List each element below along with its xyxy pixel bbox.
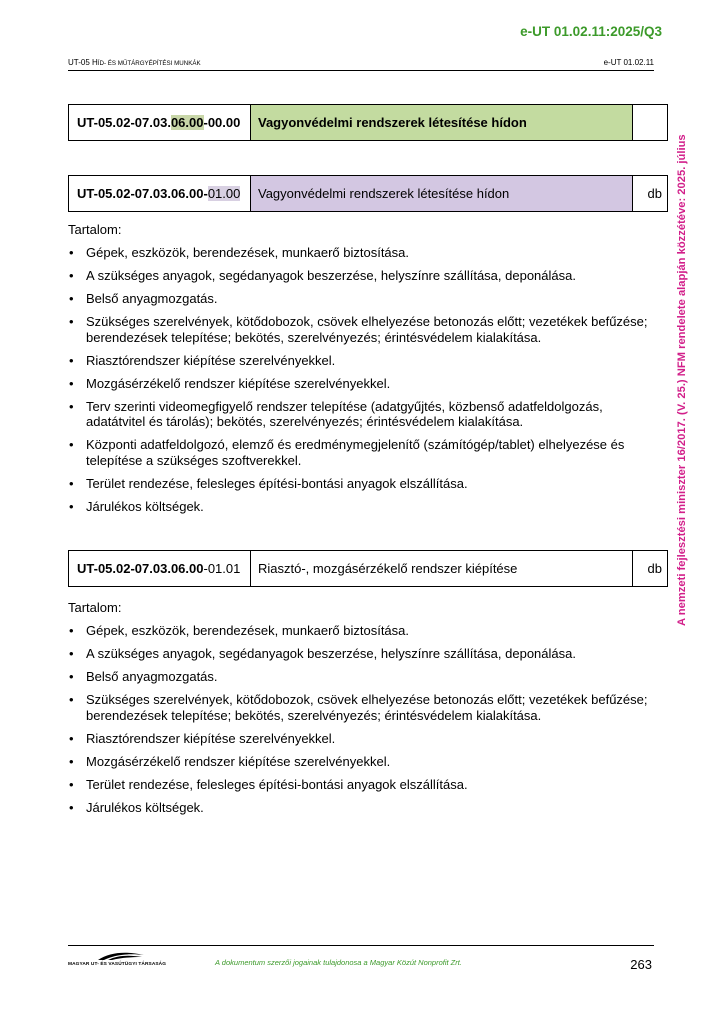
bullet-icon: • <box>69 437 74 452</box>
chapter-prefix: UT-05 H <box>68 58 98 67</box>
item-code-part-a: UT-05.02-07.03.06.00 <box>77 561 204 576</box>
list-item <box>68 399 648 430</box>
running-header <box>68 58 654 71</box>
bullet-icon: • <box>69 291 74 306</box>
list-item-text: Terület rendezése, felesleges építési-bontási anyagok elszállítása. <box>86 475 468 491</box>
bullet-icon: • <box>69 730 74 746</box>
bullet-icon: • <box>69 646 74 661</box>
list-item <box>68 646 648 662</box>
list-item <box>68 669 648 685</box>
list-item <box>68 245 648 261</box>
item-code-part-b: 06.00 <box>170 115 204 130</box>
bullet-icon: • <box>69 314 74 329</box>
item-code-part-b: 01.00 <box>207 186 241 201</box>
item-table-sub <box>68 175 668 212</box>
item-unit <box>633 105 667 140</box>
list-item-text: Gépek, eszközök, berendezések, munkaerő biztosítása. <box>86 623 410 638</box>
list-item-text: Gépek, eszközök, berendezések, munkaerő biztosítása. <box>86 245 410 260</box>
list-item-text: A szükséges anyagok, segédanyagok beszerzése, helyszínre szállítása, deponálása. <box>86 646 576 661</box>
list-item <box>68 754 648 770</box>
list-item <box>68 777 648 793</box>
item-code <box>69 176 251 211</box>
document-id: e-UT 01.02.11:2025/Q3 <box>520 24 662 39</box>
list-item <box>68 314 648 345</box>
bullet-icon: • <box>69 753 74 769</box>
list-item <box>68 800 648 816</box>
list-item <box>68 353 648 369</box>
item-table-sub <box>68 550 668 587</box>
list-item <box>68 623 648 639</box>
bullet-icon: • <box>69 692 74 707</box>
list-item-text: Mozgásérzékelő rendszer kiépítése szerelvényekkel. <box>86 753 391 769</box>
item-code-part-b: -01.01 <box>203 561 241 576</box>
bullet-icon: • <box>69 623 74 638</box>
content-list-2 <box>68 623 648 823</box>
logo-text: MAGYAR UT- ÉS VASÚTÜGYI TÁRSASÁG <box>68 962 167 967</box>
footer-rule <box>68 945 654 946</box>
item-unit: db <box>647 186 662 201</box>
bullet-icon: • <box>69 245 74 260</box>
running-header-chapter <box>68 58 201 67</box>
bullet-icon: • <box>69 268 74 283</box>
publication-side-note: A nemzeti fejlesztési miniszter 16/2017. (V. 25.) NFM rendelete alapján közzétéve: 2025. július <box>676 134 688 626</box>
list-item <box>68 437 648 468</box>
list-item <box>68 268 648 284</box>
bullet-icon: • <box>69 776 74 792</box>
list-item-text: Terület rendezése, felesleges építési-bontási anyagok elszállítása. <box>86 776 468 792</box>
item-title: Riasztó-, mozgásérzékelő rendszer kiépítése <box>251 551 633 586</box>
list-item-text: Központi adatfeldolgozó, elemző és eredménymegjelenítő (számítógép/tablet) elhelyezése és telepítése a szükséges szoftverekkel. <box>86 437 625 468</box>
list-item-text: Riasztórendszer kiépítése szerelvényekkel. <box>86 730 336 746</box>
society-logo <box>68 951 167 973</box>
bullet-icon: • <box>69 475 74 491</box>
list-item-text: Járulékos költségek. <box>86 498 204 514</box>
list-item <box>68 291 648 307</box>
content-list-1 <box>68 245 648 522</box>
item-code <box>69 105 251 140</box>
chapter-smallcaps: ÍD- ÉS MŰTÁRGYÉPÍTÉSI MUNKÁK <box>97 60 201 67</box>
content-label: Tartalom: <box>68 222 122 237</box>
item-table-main <box>68 104 668 141</box>
content-label: Tartalom: <box>68 600 122 615</box>
list-item <box>68 476 648 492</box>
list-item <box>68 376 648 392</box>
list-item-text: Mozgásérzékelő rendszer kiépítése szerelvényekkel. <box>86 375 391 391</box>
item-unit: db <box>647 561 662 576</box>
bullet-icon: • <box>69 498 74 514</box>
running-header-docref: e-UT 01.02.11 <box>603 58 654 67</box>
list-item-text: Riasztórendszer kiépítése szerelvényekkel. <box>86 352 336 368</box>
bullet-icon: • <box>69 352 74 368</box>
list-item-text: Terv szerinti videomegfigyelő rendszer telepítése (adatgyűjtés, közbenső adatfeldolgozás, adatátvitel és tárolás); bekötés, szerelvényezés; érintésvédelem kialakítása. <box>86 398 603 429</box>
list-item-text: A szükséges anyagok, segédanyagok beszerzése, helyszínre szállítása, deponálása. <box>86 268 576 283</box>
bullet-icon: • <box>69 669 74 684</box>
item-code <box>69 551 251 586</box>
list-item-text: Belső anyagmozgatás. <box>86 669 218 684</box>
bullet-icon: • <box>69 398 74 414</box>
item-code-part-a: UT-05.02-07.03. <box>77 115 171 130</box>
bullet-icon: • <box>69 799 74 815</box>
item-code-part-c: -00.00 <box>203 115 241 130</box>
item-title: Vagyonvédelmi rendszerek létesítése hídon <box>251 105 633 140</box>
logo-swoosh-icon <box>96 951 146 961</box>
list-item-text: Szükséges szerelvények, kötődobozok, csövek elhelyezése betonozás előtt; vezetékek befűzése; berendezések telepítése; bekötés, szerelvényezés; érintésvédelem kialakítása. <box>86 314 648 345</box>
list-item-text: Belső anyagmozgatás. <box>86 291 218 306</box>
list-item <box>68 731 648 747</box>
list-item <box>68 692 648 723</box>
list-item-text: Járulékos költségek. <box>86 799 204 815</box>
item-title: Vagyonvédelmi rendszerek létesítése hídon <box>251 176 633 211</box>
list-item <box>68 499 648 515</box>
list-item-text: Szükséges szerelvények, kötődobozok, csövek elhelyezése betonozás előtt; vezetékek befűzése; berendezések telepítése; bekötés, szerelvényezés; érintésvédelem kialakítása. <box>86 692 648 723</box>
item-code-part-a: UT-05.02-07.03.06.00- <box>77 186 208 201</box>
bullet-icon: • <box>69 375 74 391</box>
page-number: 263 <box>630 957 652 972</box>
copyright-note: A dokumentum szerzői jogainak tulajdonosa a Magyar Közút Nonprofit Zrt. <box>215 958 462 967</box>
